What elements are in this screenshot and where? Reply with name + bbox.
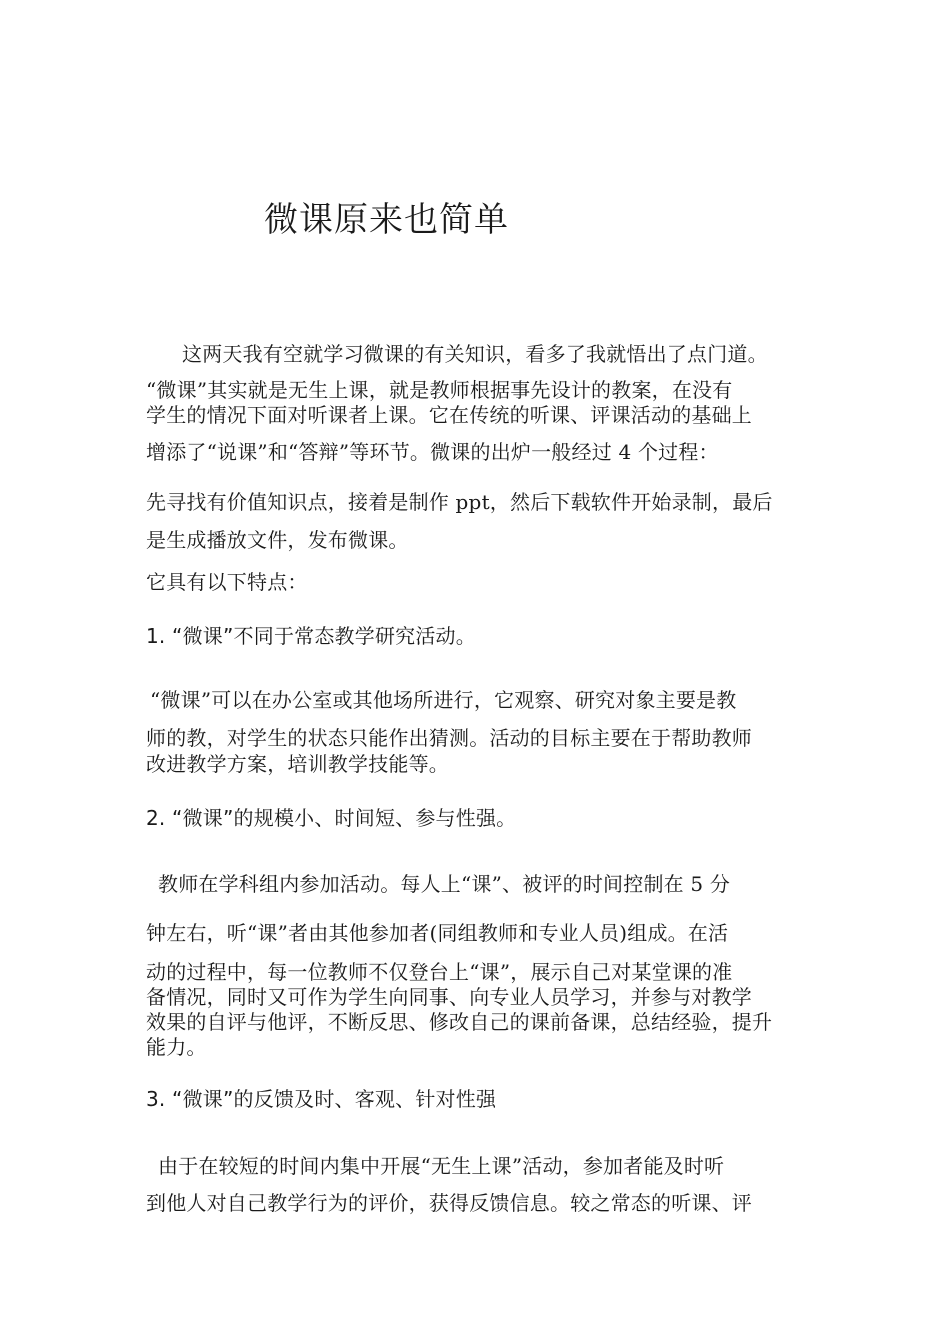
paragraph-line: 这两天我有空就学习微课的有关知识，看多了我就悟出了点门道。 — [182, 342, 768, 366]
paragraph-line: 备情况，同时又可作为学生向同事、向专业人员学习，并参与对教学 — [146, 985, 752, 1009]
paragraph-line: 改进教学方案，培训教学技能等。 — [146, 752, 449, 776]
paragraph-line: 增添了“说课”和“答辩”等环节。微课的出炉一般经过 4 个过程： — [146, 440, 719, 464]
paragraph-line: 由于在较短的时间内集中开展“无生上课”活动，参加者能及时听 — [158, 1154, 725, 1178]
paragraph-line: 钟左右，听“课”者由其他参加者(同组教师和专业人员)组成。在活 — [146, 921, 729, 945]
paragraph-line: 能力。 — [146, 1035, 207, 1059]
paragraph-line: 它具有以下特点： — [146, 570, 308, 594]
paragraph-line: 先寻找有价值知识点，接着是制作 ppt，然后下载软件开始录制，最后 — [146, 490, 773, 514]
paragraph-line: 教师在学科组内参加活动。每人上“课”、被评的时间控制在 5 分 — [158, 872, 731, 896]
paragraph-line: 是生成播放文件，发布微课。 — [146, 528, 409, 552]
paragraph-line: “微课”可以在办公室或其他场所进行，它观察、研究对象主要是教 — [150, 688, 737, 712]
section-heading-3: 3. “微课”的反馈及时、客观、针对性强 — [146, 1087, 497, 1111]
paragraph-line: 到他人对自己教学行为的评价，获得反馈信息。较之常态的听课、评 — [146, 1191, 752, 1215]
section-heading-2: 2. “微课”的规模小、时间短、参与性强。 — [146, 806, 517, 830]
document-title: 微课原来也简单 — [264, 200, 509, 240]
section-heading-1: 1. “微课”不同于常态教学研究活动。 — [146, 624, 476, 648]
paragraph-line: 学生的情况下面对听课者上课。它在传统的听课、评课活动的基础上 — [146, 403, 752, 427]
paragraph-line: 师的教，对学生的状态只能作出猜测。活动的目标主要在于帮助教师 — [146, 726, 752, 750]
paragraph-line: 效果的自评与他评，不断反思、修改自己的课前备课，总结经验，提升 — [146, 1010, 773, 1034]
paragraph-line: “微课”其实就是无生上课，就是教师根据事先设计的教案，在没有 — [146, 378, 733, 402]
paragraph-line: 动的过程中，每一位教师不仅登台上“课”，展示自己对某堂课的准 — [146, 960, 733, 984]
